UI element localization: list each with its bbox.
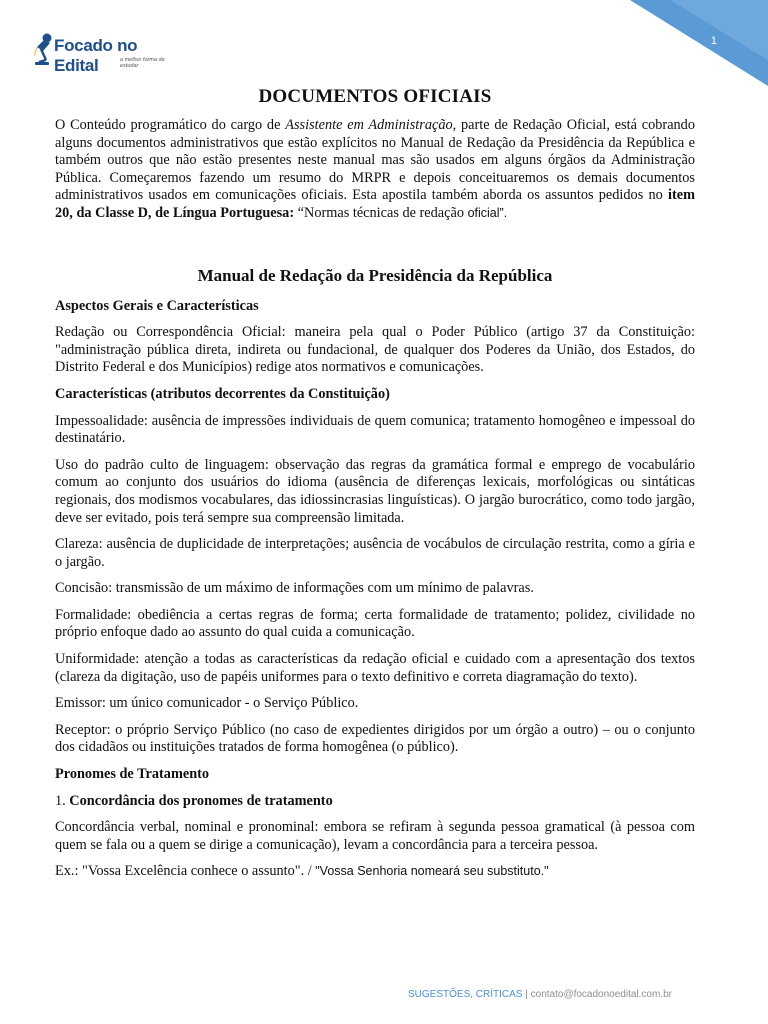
concordancia-heading: Concordância dos pronomes de tratamento (69, 792, 333, 809)
pronomes-heading: Pronomes de Tratamento (55, 766, 210, 783)
intro-text-tail: oficial”. (467, 205, 508, 220)
intro-bold-item: item 20, da Classe D, de Língua Portuguesa: (55, 187, 695, 221)
example-text-sans: "Vossa Senhoria nomeará seu substituto." (311, 864, 549, 879)
aspects-heading: Aspectos Gerais e Características (55, 297, 259, 314)
logo-text: Focado no Edital (54, 36, 138, 75)
example-line (55, 863, 695, 881)
intro-text-3: “Normas técnicas de redação (294, 204, 468, 221)
concordancia-heading-line (55, 793, 695, 811)
intro-text-1: O Conteúdo programático do cargo de (55, 117, 286, 133)
intro-paragraph (55, 117, 695, 223)
concordancia-number: 1. (55, 792, 70, 809)
brand-logo[interactable] (34, 32, 184, 76)
section-title: Manual de Redação da Presidência da República (197, 265, 553, 285)
characteristics-heading: Características (atributos decorrentes da Constituição) (55, 385, 390, 402)
page-footer (408, 989, 672, 1000)
paragraph-redacao: Redação ou Correspondência Oficial: maneira pela qual o Poder Público (artigo 37 da Constituição: "administração pública direta, indireta ou fundacional, de qualquer dos Poderes da União, dos Estados, do Distrito Federal e dos Municípios) redige atos normativos e comunicações. (55, 324, 695, 376)
footer-separator: | (522, 989, 531, 1000)
example-text-serif: Ex.: "Vossa Excelência conhece o assunto". / (55, 863, 312, 880)
paragraph-concordancia: Concordância verbal, nominal e pronominal: embora se refiram à segunda pessoa gramatical (à pessoa com quem se fala ou a quem se dirige a comunicação), levam a concordância para a terceira pessoa. (55, 819, 695, 853)
corner-triangle-decoration (630, 0, 768, 86)
paragraph-impessoalidade: Impessoalidade: ausência de impressões individuais de quem comunica; tratamento homogêneo e impessoal do destinatário. (55, 412, 695, 447)
document-title: DOCUMENTOS OFICIAIS (258, 86, 492, 107)
logo-tagline: a melhor forma de estudar (120, 57, 165, 69)
paragraph-uniformidade: Uniformidade: atenção a todas as características da redação oficial e cuidado com a apresentação dos textos (clareza da digitação, uso de papéis uniformes para o texto definitivo e correta diagramação do texto). (55, 651, 695, 685)
page-number: 1 (710, 35, 717, 47)
paragraph-receptor: Receptor: o próprio Serviço Público (no caso de expedientes dirigidos por um órgão a outro) – ou o conjunto dos cidadãos ou instituições tratados de forma homogênea (o público). (55, 721, 695, 756)
paragraph-concisao: Concisão: transmissão de um máximo de informações com um mínimo de palavras. (55, 580, 534, 597)
intro-text-2: , parte de Redação Oficial, está cobrando alguns documentos administrativos que estão explícitos no Manual de Redação da Presidência da República e também outros que não estão presentes neste manual mas são usados em alguns órgãos da Administração Pública. Começaremos fazendo um resumo do MRPR e depois conceituaremos os demais documentos administrativos usados em comunicações oficiais. Esta apostila também aborda os assuntos pedidos no (55, 117, 695, 204)
intro-italic-role: Assistente em Administração (285, 117, 453, 133)
footer-email-link[interactable]: contato@focadonoedital.com.br (530, 989, 672, 1000)
paragraph-emissor: Emissor: um único comunicador - o Serviço Público. (55, 695, 359, 712)
footer-feedback-label: SUGESTÕES, CRÍTICAS (408, 989, 523, 1000)
paragraph-padrao-culto: Uso do padrão culto de linguagem: observação das regras da gramática formal e emprego de vocabulário comum ao conjunto dos usuários do idioma (ausência de diferenças lexicais, morfológicas ou sintáticas regionais, dos modismos vocabulares, das idiossincrasias linguísticas). O jargão burocrático, como todo jargão, deve ser evitado, pois terá sempre sua compreensão limitada. (55, 456, 695, 526)
document-body (55, 86, 695, 890)
paragraph-formalidade: Formalidade: obediência a certas regras de forma; certa formalidade de tratamento; polidez, civilidade no próprio enfoque dado ao assunto do qual cuida a comunicação. (55, 606, 695, 641)
paragraph-clareza: Clareza: ausência de duplicidade de interpretações; ausência de vocábulos de circulação restrita, como a gíria e o jargão. (55, 536, 695, 570)
